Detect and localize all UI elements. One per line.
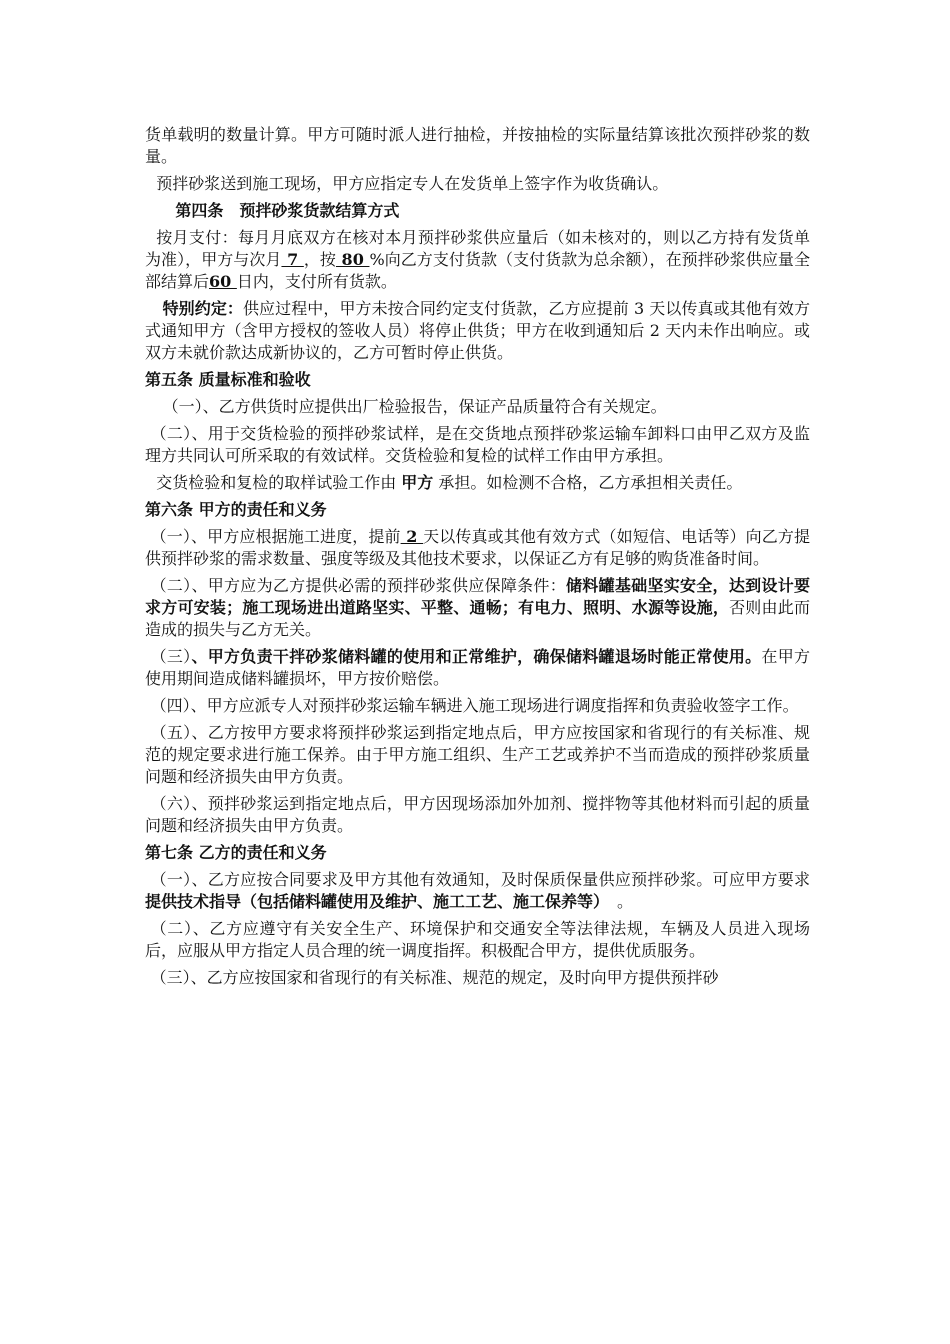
article-4-title: 第四条 预拌砂浆货款结算方式 bbox=[175, 201, 400, 220]
article-5-item-1: （一）、乙方供货时应提供出厂检验报告，保证产品质量符合有关规定。 bbox=[162, 397, 667, 416]
article-5-item-3: 交货检验和复检的取样试验工作由 甲方 承担。如检测不合格，乙方承担相关责任。 bbox=[156, 473, 743, 492]
responsible-party: 甲方 bbox=[401, 473, 434, 492]
document-page bbox=[145, 124, 810, 994]
article-7-title: 第七条 乙方的责任和义务 bbox=[145, 843, 327, 862]
advance-days-value: 2 bbox=[400, 527, 424, 546]
article-6-item-5: （五）、乙方按甲方要求将预拌砂浆运到指定地点后，甲方应按国家和省现行的有关标准、规范的规定要求进行施工保养。由于甲方施工组织、生产工艺或养护不当而造成的预拌砂浆质量问题和经济损失由甲方负责。 bbox=[145, 723, 810, 786]
special-agreement-label: 特别约定： bbox=[162, 299, 243, 318]
paragraph-quantity-check: 货单载明的数量计算。甲方可随时派人进行抽检，并按抽检的实际量结算该批次预拌砂浆的数量。 bbox=[145, 125, 810, 166]
article-6-item-4: （四）、甲方应派专人对预拌砂浆运输车辆进入施工现场进行调度指挥和负责验收签字工作。 bbox=[150, 696, 799, 715]
article-6-item-2: （二）、甲方应为乙方提供必需的预拌砂浆供应保障条件：储料罐基础坚实安全，达到设计要求方可安装；施工现场进出道路坚实、平整、通畅；有电力、照明、水源等设施，否则由此而造成的损失与乙方无关。 bbox=[145, 576, 810, 639]
settlement-days-value: 60 bbox=[209, 272, 237, 291]
article-5-title: 第五条 质量标准和验收 bbox=[145, 370, 311, 389]
article-6-item-6: （六）、预拌砂浆运到指定地点后，甲方因现场添加外加剂、搅拌物等其他材料而引起的质量问题和经济损失由甲方负责。 bbox=[145, 794, 810, 835]
article-6-title: 第六条 甲方的责任和义务 bbox=[145, 500, 327, 519]
article-5-item-2: （二）、用于交货检验的预拌砂浆试样，是在交货地点预拌砂浆运输车卸料口由甲乙双方及监理方共同认可所采取的有效试样。交货检验和复检的试样工作由甲方承担。 bbox=[145, 424, 810, 465]
article-7-item-3: （三）、乙方应按国家和省现行的有关标准、规范的规定，及时向甲方提供预拌砂 bbox=[150, 968, 719, 987]
article-7-item-2: （二）、乙方应遵守有关安全生产、环境保护和交通安全等法律法规，车辆及人员进入现场后，应服从甲方指定人员合理的统一调度指挥。积极配合甲方，提供优质服务。 bbox=[145, 919, 810, 960]
paragraph-receipt-confirmation: 预拌砂浆送到施工现场，甲方应指定专人在发货单上签字作为收货确认。 bbox=[156, 174, 669, 193]
article-4-payment: 按月支付：每月月底双方在核对本月预拌砂浆供应量后（如未核对的，则以乙方持有发货单为准），甲方与次月 7 ，按 80 %向乙方支付货款（支付货款为总余额），在预拌砂浆供应量全部结算后60 日内，支付所有货款。 bbox=[145, 228, 810, 291]
article-6-item-1: （一）、甲方应根据施工进度，提前 2 天以传真或其他有效方式（如短信、电话等）向乙方提供预拌砂浆的需求数量、强度等级及其他技术要求，以保证乙方有足够的购货准备时间。 bbox=[145, 527, 810, 568]
special-agreement: 特别约定：供应过程中，甲方未按合同约定支付货款，乙方应提前 3 天以传真或其他有效方式通知甲方（含甲方授权的签收人员）将停止供货；甲方在收到通知后 2 天内未作出响应。或双方未就价款达成新协议的，乙方可暂时停止供货。 bbox=[145, 299, 810, 362]
payment-percent-value: 80 bbox=[335, 250, 370, 269]
payment-day-value: 7 bbox=[281, 250, 304, 269]
article-6-item-3: （三）、甲方负责干拌砂浆储料罐的使用和正常维护，确保储料罐退场时能正常使用。在甲方使用期间造成储料罐损坏，甲方按价赔偿。 bbox=[145, 647, 810, 688]
article-7-item-1: （一）、乙方应按合同要求及甲方其他有效通知，及时保质保量供应预拌砂浆。可应甲方要求提供技术指导（包括储料罐使用及维护、施工工艺、施工保养等） 。 bbox=[145, 870, 810, 911]
